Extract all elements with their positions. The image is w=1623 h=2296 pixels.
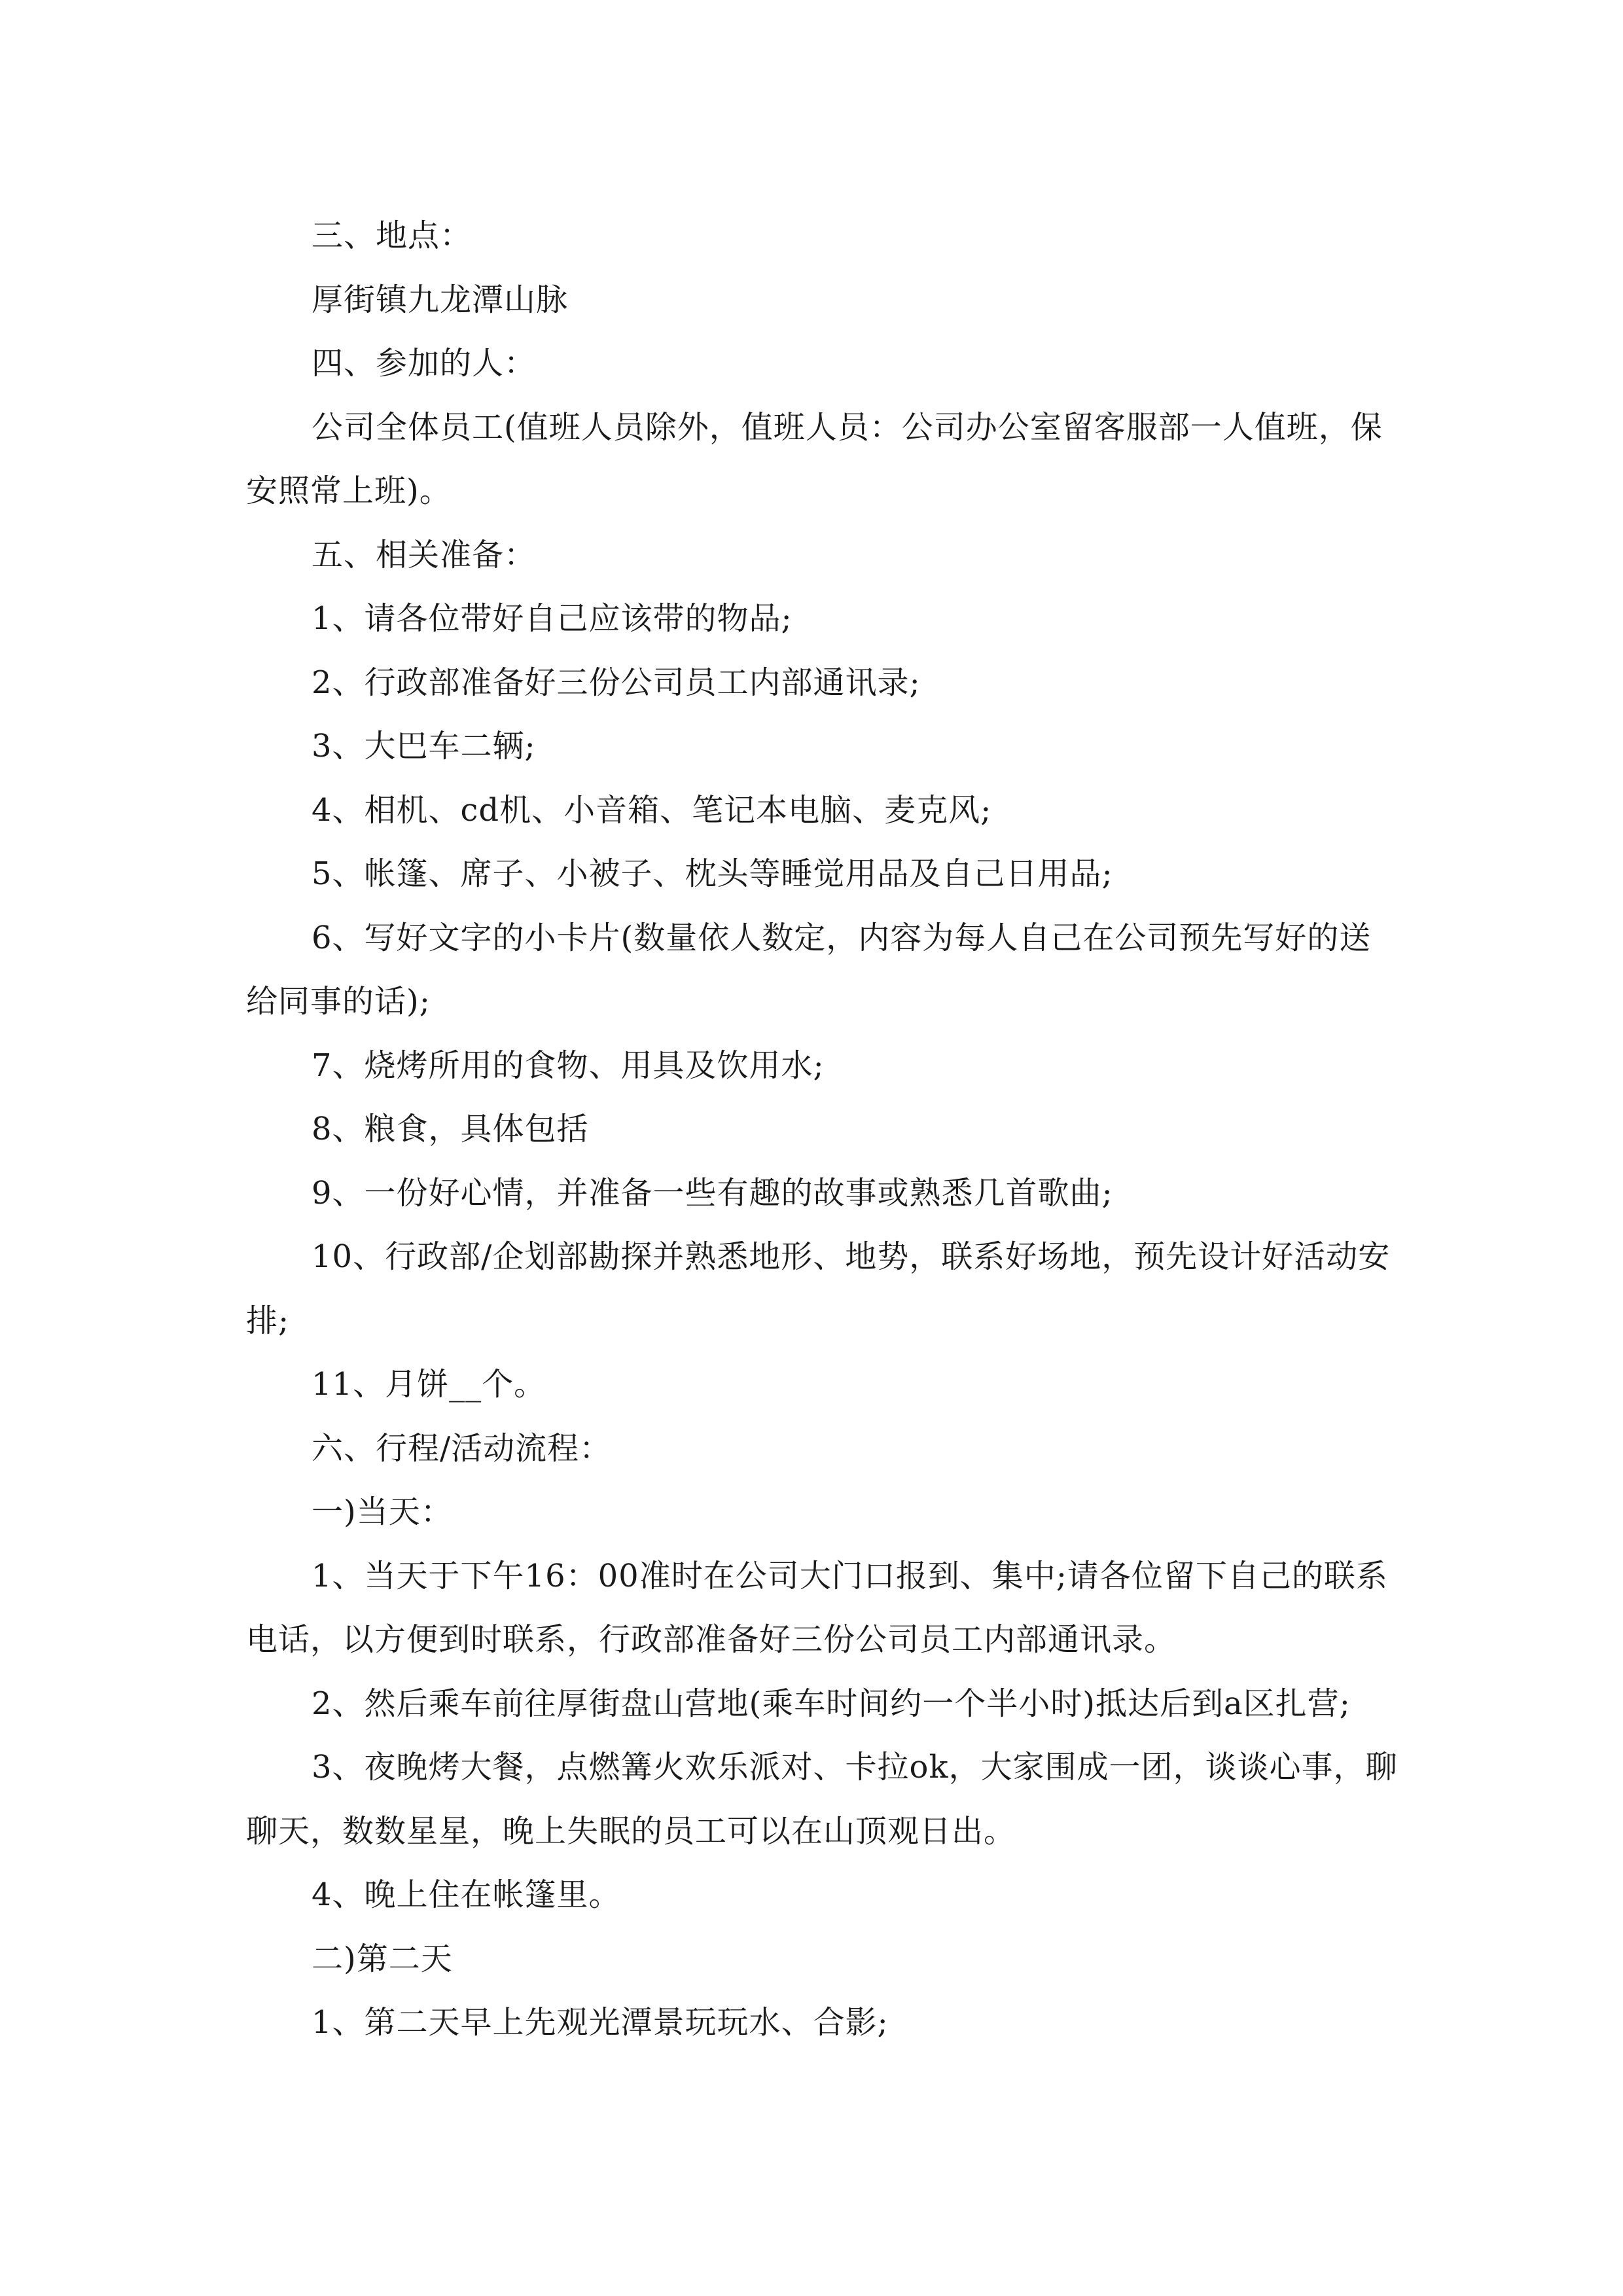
heading-location: 三、地点： [312, 217, 473, 254]
day-one-item-1: 1、当天于下午16：00准时在公司大门口报到、集中;请各位留下自己的联系电话，以方便到时联系，行政部准备好三份公司员工内部通讯录。 [246, 1557, 1388, 1658]
prep-item-4: 4、相机、cd机、小音箱、笔记本电脑、麦克风; [312, 791, 992, 829]
heading-preparation: 五、相关准备： [312, 536, 537, 573]
prep-item-2: 2、行政部准备好三份公司员工内部通讯录; [312, 664, 921, 701]
prep-item-3: 3、大巴车二辆; [312, 728, 536, 764]
location-text: 厚街镇九龙潭山脉 [312, 281, 569, 318]
prep-item-11: 11、月饼__个。 [312, 1366, 546, 1403]
heading-participants: 四、参加的人： [312, 345, 537, 382]
prep-item-6: 6、写好文字的小卡片(数量依人数定，内容为每人自己在公司预先写好的送给同事的话); [246, 919, 1372, 1020]
heading-schedule: 六、行程/活动流程： [312, 1429, 612, 1467]
subheading-day-two: 二)第二天 [312, 1940, 453, 1977]
day-two-item-1: 1、第二天早上先观光潭景玩玩水、合影; [312, 2004, 889, 2041]
prep-item-7: 7、烧烤所用的食物、用具及饮用水; [312, 1047, 825, 1084]
prep-item-8: 8、粮食，具体包括 [312, 1111, 589, 1147]
prep-item-5: 5、帐篷、席子、小被子、枕头等睡觉用品及自己日用品; [312, 855, 1113, 892]
participants-text: 公司全体员工(值班人员除外，值班人员：公司办公室留客服部一人值班，保安照常上班)。 [246, 408, 1383, 509]
prep-item-9: 9、一份好心情，并准备一些有趣的故事或熟悉几首歌曲; [312, 1174, 1113, 1211]
document-body [246, 204, 1401, 2055]
day-one-item-2: 2、然后乘车前往厚街盘山营地(乘车时间约一个半小时)抵达后到a区扎营; [312, 1685, 1351, 1722]
prep-item-10: 10、行政部/企划部勘探并熟悉地形、地势，联系好场地，预先设计好活动安排; [246, 1238, 1391, 1339]
subheading-day-one: 一)当天： [312, 1494, 453, 1530]
prep-item-1: 1、请各位带好自己应该带的物品; [312, 600, 793, 637]
day-one-item-4: 4、晚上住在帐篷里。 [312, 1876, 621, 1913]
day-one-item-3: 3、夜晚烤大餐，点燃篝火欢乐派对、卡拉ok，大家围成一团，谈谈心事，聊聊天，数数星星，晚上失眠的员工可以在山顶观日出。 [246, 1749, 1398, 1850]
